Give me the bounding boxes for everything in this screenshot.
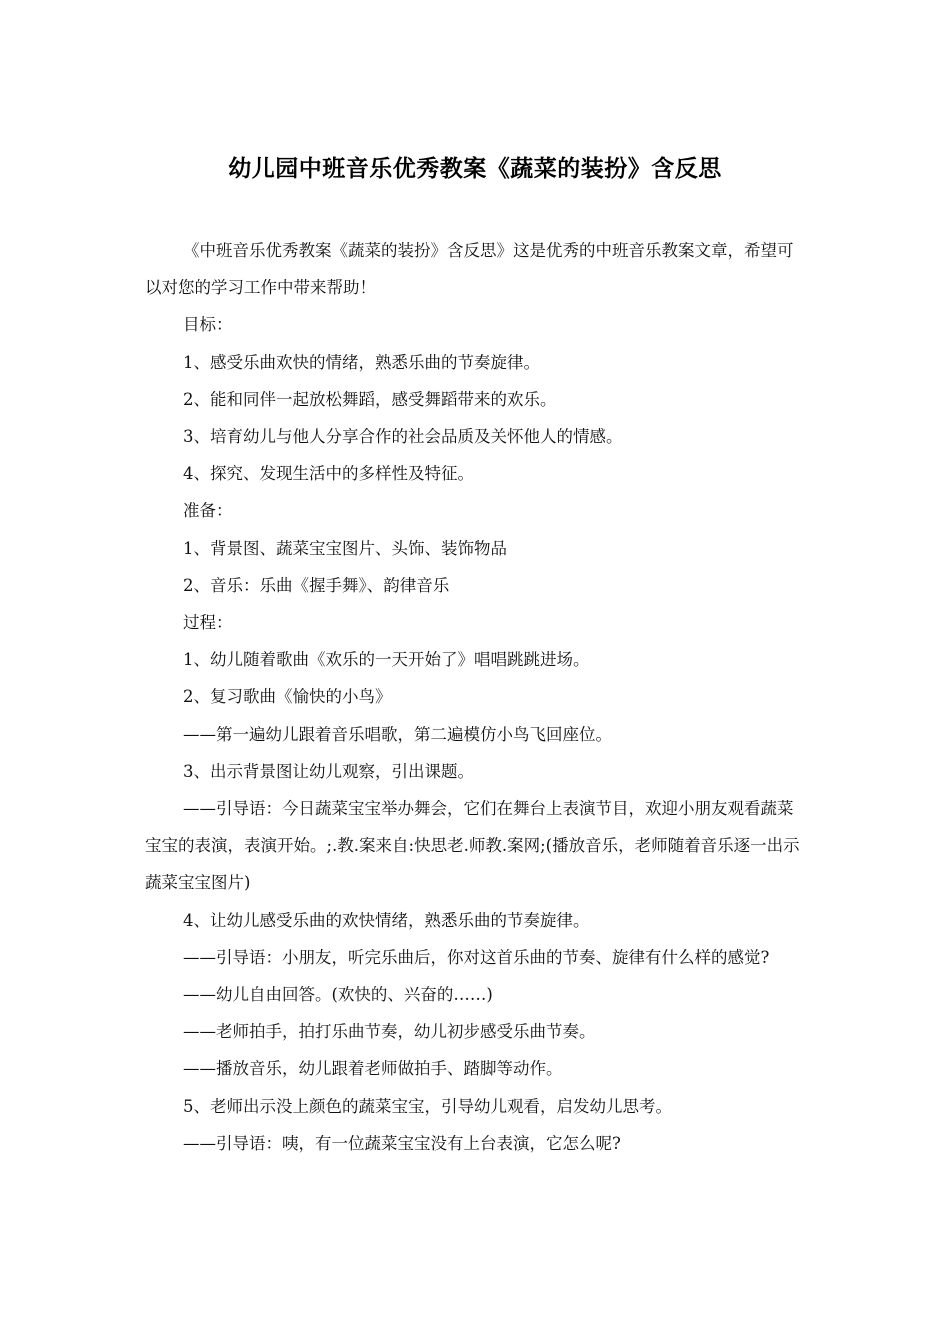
goals-heading: 目标：: [183, 315, 233, 335]
process-step: 4、让幼儿感受乐曲的欢快情绪，熟悉乐曲的节奏旋律。: [183, 910, 590, 930]
process-step: 5、老师出示没上颜色的蔬菜宝宝，引导幼儿观看，启发幼儿思考。: [183, 1096, 672, 1116]
goal-item: 4、探究、发现生活中的多样性及特征。: [183, 464, 474, 484]
document-body: [145, 232, 800, 1162]
process-detail: ——引导语：咦，有一位蔬菜宝宝没有上台表演，它怎么呢?: [183, 1133, 621, 1153]
document-title: 幼儿园中班音乐优秀教案《蔬菜的装扮》含反思: [228, 156, 722, 182]
process-detail: ——幼儿自由回答。(欢快的、兴奋的……): [183, 985, 493, 1005]
process-detail: ——引导语：小朋友，听完乐曲后，你对这首乐曲的节奏、旋律有什么样的感觉?: [183, 947, 770, 967]
process-step: 2、复习歌曲《愉快的小鸟》: [183, 687, 392, 707]
goal-item: 1、感受乐曲欢快的情绪，熟悉乐曲的节奏旋律。: [183, 352, 540, 372]
process-step: 1、幼儿随着歌曲《欢乐的一天开始了》唱唱跳跳进场。: [183, 650, 590, 670]
intro-paragraph: 《中班音乐优秀教案《蔬菜的装扮》含反思》这是优秀的中班音乐教案文章，希望可以对您的学习工作中带来帮助！: [145, 241, 794, 298]
process-detail: ——播放音乐，幼儿跟着老师做拍手、踏脚等动作。: [183, 1059, 563, 1079]
goal-item: 3、培育幼儿与他人分享合作的社会品质及关怀他人的情感。: [183, 427, 623, 447]
goal-item: 2、能和同伴一起放松舞蹈，感受舞蹈带来的欢乐。: [183, 389, 557, 409]
process-detail: ——第一遍幼儿跟着音乐唱歌，第二遍模仿小鸟飞回座位。: [183, 724, 612, 744]
preparation-item: 2、音乐：乐曲《握手舞》、韵律音乐: [183, 575, 450, 595]
preparation-heading: 准备：: [183, 501, 233, 521]
process-detail: ——引导语：今日蔬菜宝宝举办舞会，它们在舞台上表演节目，欢迎小朋友观看蔬菜宝宝的表演，表演开始。;.教.案来自:快思老.师教.案网;(播放音乐，老师随着音乐逐一出示蔬菜宝宝图片): [145, 799, 800, 893]
preparation-item: 1、背景图、蔬菜宝宝图片、头饰、装饰物品: [183, 538, 507, 558]
process-heading: 过程：: [183, 613, 233, 633]
process-step: 3、出示背景图让幼儿观察，引出课题。: [183, 761, 474, 781]
process-detail: ——老师拍手，拍打乐曲节奏，幼儿初步感受乐曲节奏。: [183, 1022, 596, 1042]
